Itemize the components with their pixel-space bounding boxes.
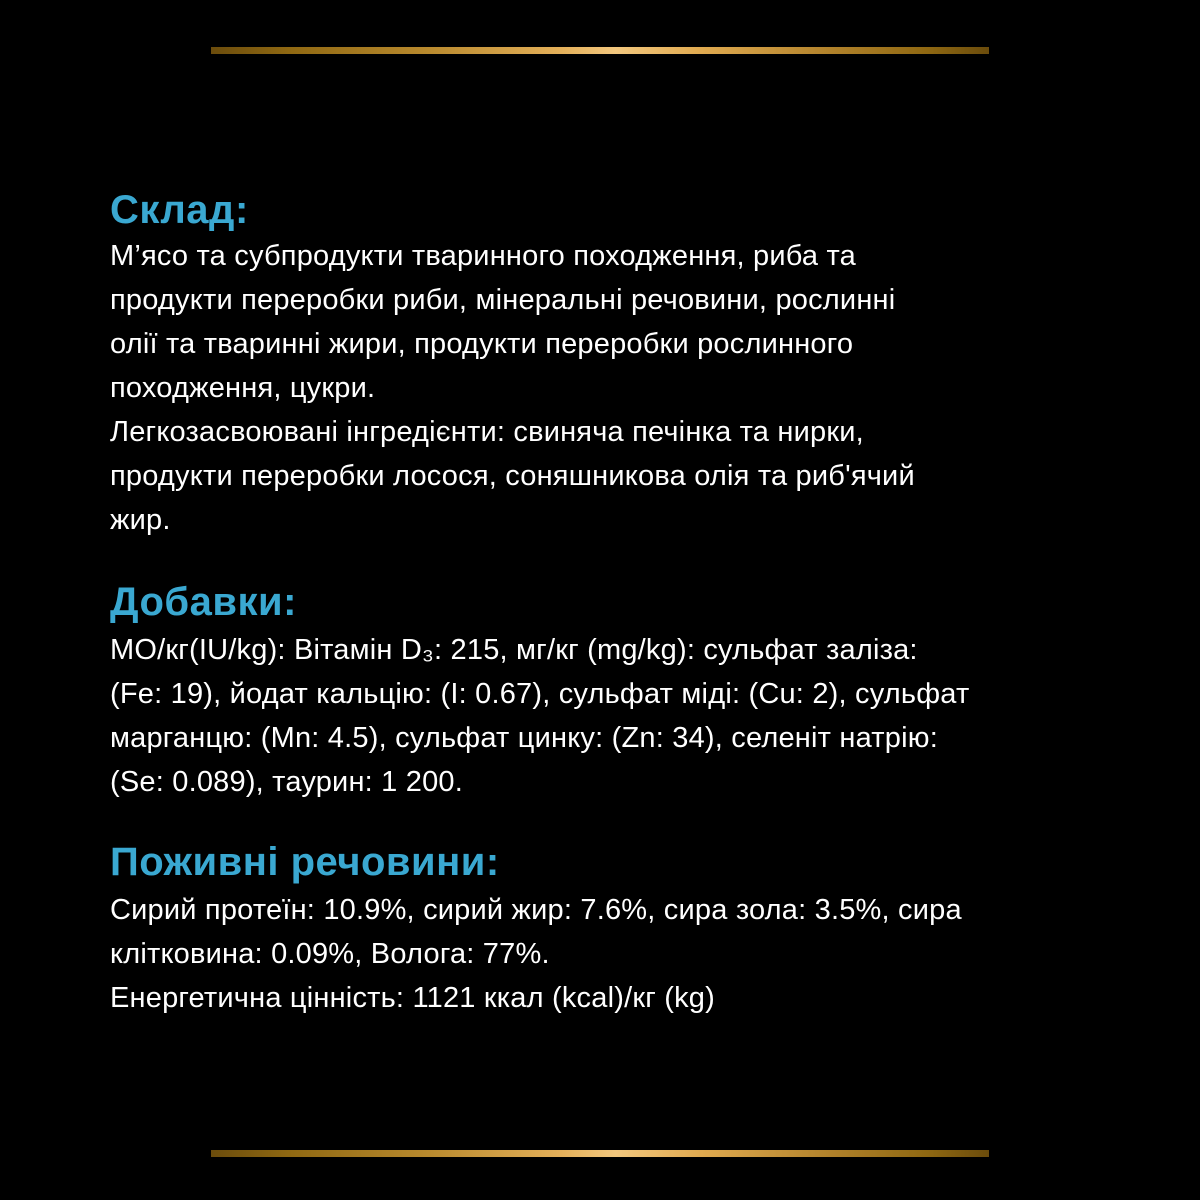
text-line: МО/кг(IU/kg): Вітамін D₃: 215, мг/кг (mg/kg): сульфат заліза:	[110, 634, 918, 666]
additives-heading: Добавки:	[110, 580, 297, 624]
text-line: жир.	[110, 504, 171, 536]
section-additives	[110, 578, 1100, 808]
composition-text	[110, 234, 915, 542]
text-line: М’ясо та субпродукти тваринного походження, риба та	[110, 240, 857, 272]
text-line: клітковина: 0.09%, Волога: 77%.	[110, 938, 550, 970]
text-line: марганцю: (Mn: 4.5), сульфат цинку: (Zn: 34), селеніт натрію:	[110, 722, 938, 754]
nutrients-text	[110, 888, 962, 1020]
text-line: продукти переробки лосося, соняшникова олія та риб'ячий	[110, 460, 915, 492]
text-line: олії та тваринні жири, продукти переробки рослинного	[110, 328, 854, 360]
composition-heading: Склад:	[110, 188, 249, 232]
top-gold-divider	[211, 47, 989, 54]
text-line: Енергетична цінність: 1121 ккал (kcal)/кг (kg)	[110, 982, 715, 1014]
section-nutrients	[110, 838, 1100, 1018]
nutrients-heading: Поживні речовини:	[110, 840, 500, 884]
section-composition	[110, 186, 1100, 546]
text-line: походження, цукри.	[110, 372, 376, 404]
text-line: (Fe: 19), йодат кальцію: (I: 0.67), сульфат міді: (Cu: 2), сульфат	[110, 678, 970, 710]
text-line: Сирий протеїн: 10.9%, сирий жир: 7.6%, сира зола: 3.5%, сира	[110, 894, 962, 926]
additives-text	[110, 628, 969, 804]
text-line: (Se: 0.089), таурин: 1 200.	[110, 766, 464, 798]
bottom-gold-divider	[211, 1150, 989, 1157]
text-line: Легкозасвоювані інгредієнти: свиняча печінка та нирки,	[110, 416, 864, 448]
text-line: продукти переробки риби, мінеральні речовини, рослинні	[110, 284, 896, 316]
